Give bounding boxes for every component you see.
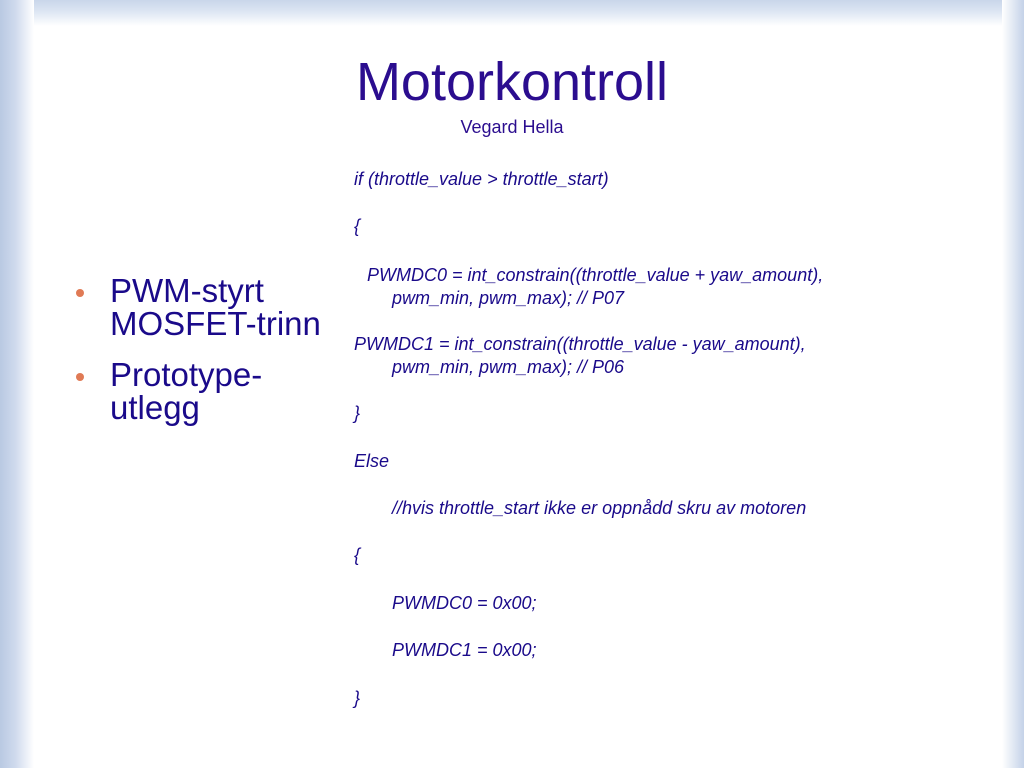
bullet-dot-icon xyxy=(76,289,84,297)
code-line: PWMDC1 = 0x00; xyxy=(392,640,537,660)
code-line: pwm_min, pwm_max); // P07 xyxy=(392,288,625,308)
bullet-text: Prototype-utlegg xyxy=(110,356,263,426)
code-line: { xyxy=(354,216,361,236)
bullet-item xyxy=(72,274,322,340)
slide-subtitle: Vegard Hella xyxy=(460,117,564,137)
bullet-list xyxy=(72,274,322,442)
slide-title: Motorkontroll xyxy=(355,52,669,112)
code-line: PWMDC0 = int_constrain((throttle_value + yaw_amount), xyxy=(367,265,824,285)
code-line: if (throttle_value > throttle_start) xyxy=(354,169,609,189)
code-line: { xyxy=(354,545,361,565)
code-line: PWMDC1 = int_constrain((throttle_value - yaw_amount), xyxy=(354,334,806,354)
slide-frame-top xyxy=(0,0,1024,26)
bullet-dot-icon xyxy=(76,373,84,381)
code-line: PWMDC0 = 0x00; xyxy=(392,593,537,613)
code-line: Else xyxy=(354,451,390,471)
code-line: //hvis throttle_start ikke er oppnådd skru av motoren xyxy=(392,498,807,518)
code-line: pwm_min, pwm_max); // P06 xyxy=(392,357,625,377)
bullet-text: PWM-styrt MOSFET-trinn xyxy=(110,272,321,342)
code-line: } xyxy=(354,688,361,708)
code-line: } xyxy=(354,403,361,423)
bullet-item xyxy=(72,358,322,424)
